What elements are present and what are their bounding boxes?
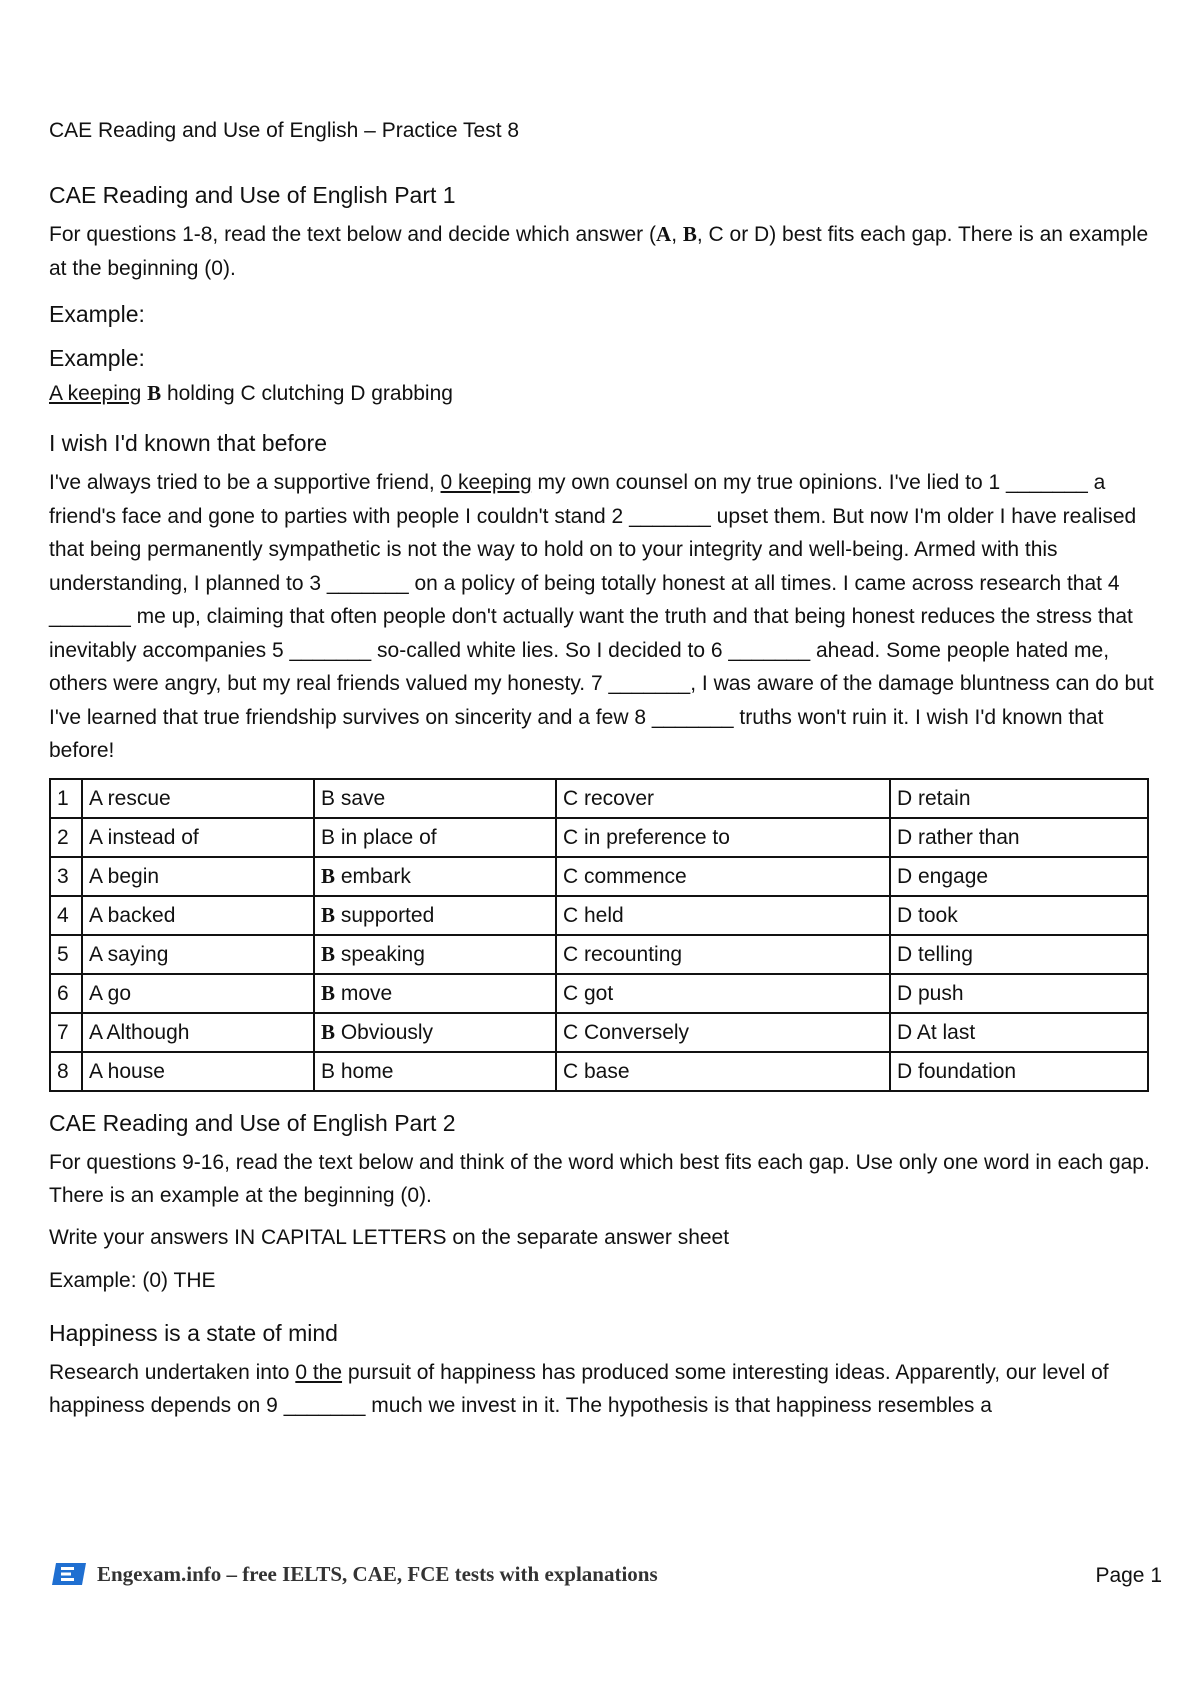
option-c: C in preference to — [556, 818, 890, 857]
option-number: 4 — [50, 896, 82, 935]
part2-heading: CAE Reading and Use of English Part 2 — [49, 1109, 456, 1136]
example-label: Example: — [49, 301, 145, 327]
options-row — [50, 1013, 1148, 1052]
example-label: Example: — [49, 345, 145, 371]
option-c: C commence — [556, 857, 890, 896]
option-d: D took — [890, 896, 1148, 935]
option-a: A rescue — [82, 779, 314, 818]
engexam-logo-icon — [52, 1563, 86, 1585]
option-b: B save — [314, 779, 556, 818]
options-row — [50, 1052, 1148, 1091]
option-a: A Although — [82, 1013, 314, 1052]
part1-heading: CAE Reading and Use of English Part 1 — [49, 182, 456, 208]
part2-answer-note: Write your answers IN CAPITAL LETTERS on the separate answer sheet — [49, 1225, 730, 1249]
option-b: B speaking — [314, 935, 556, 974]
part1-text: I've always tried to be a supportive friend, 0 keeping my own counsel on my true opinions. I've lied to 1 _______ a friend's face and gone to parties with people I couldn't stand 2 _______ upset them. But now I'm older I have realised that being permanently sympathetic is not the way to hold on to your integrity and well-being. Armed with this understanding, I planned to 3 _______ on a policy of being totally honest at all times. I came across research that 4 _______ me up, claiming that often people don't actually want the truth and that being honest reduces the stress that inevitably accompanies 5 _______ so-called white lies. So I decided to 6 _______ ahead. Some people hated me, others were angry, but my real friends valued my honesty. 7 _______, I was aware of the damage bluntness can do but I've learned that true friendship survives on sincerity and a few 8 _______ truths won't ruin it. I wish I'd known that before! — [49, 471, 1154, 762]
footer-brand-link[interactable]: Engexam.info – free IELTS, CAE, FCE tests with explanations — [97, 1562, 658, 1586]
option-a: A backed — [82, 896, 314, 935]
options-row — [50, 974, 1148, 1013]
option-b: B in place of — [314, 818, 556, 857]
page-number: Page 1 — [1095, 1564, 1162, 1587]
option-b: B home — [314, 1052, 556, 1091]
document-title: CAE Reading and Use of English – Practice Test 8 — [49, 119, 520, 142]
option-b: B move — [314, 974, 556, 1013]
option-d: D engage — [890, 857, 1148, 896]
option-number: 8 — [50, 1052, 82, 1091]
options-table — [49, 778, 1149, 1092]
options-row — [50, 896, 1148, 935]
part1-instructions: For questions 1-8, read the text below and decide which answer (A, B, C or D) best fits each gap. There is an example at the beginning (0). — [49, 222, 1149, 280]
option-d: D At last — [890, 1013, 1148, 1052]
option-d: D retain — [890, 779, 1148, 818]
option-number: 6 — [50, 974, 82, 1013]
part1-text-title: I wish I'd known that before — [49, 430, 327, 456]
option-number: 7 — [50, 1013, 82, 1052]
option-b: B supported — [314, 896, 556, 935]
option-number: 5 — [50, 935, 82, 974]
option-d: D foundation — [890, 1052, 1148, 1091]
options-row — [50, 935, 1148, 974]
option-a: A begin — [82, 857, 314, 896]
option-c: C base — [556, 1052, 890, 1091]
option-c: C Conversely — [556, 1013, 890, 1052]
options-row — [50, 818, 1148, 857]
option-number: 1 — [50, 779, 82, 818]
options-row — [50, 857, 1148, 896]
part2-instructions: For questions 9-16, read the text below and think of the word which best fits each gap. Use only one word in each gap. There is an example at the beginning (0). — [49, 1150, 1150, 1207]
option-d: D rather than — [890, 818, 1148, 857]
option-c: C got — [556, 974, 890, 1013]
option-d: D push — [890, 974, 1148, 1013]
option-number: 3 — [50, 857, 82, 896]
option-a: A saying — [82, 935, 314, 974]
options-row — [50, 779, 1148, 818]
option-c: C held — [556, 896, 890, 935]
option-b: B Obviously — [314, 1013, 556, 1052]
option-c: C recounting — [556, 935, 890, 974]
option-a: A house — [82, 1052, 314, 1091]
example-options: A keeping B holding C clutching D grabbing — [49, 381, 453, 405]
option-b: B embark — [314, 857, 556, 896]
option-d: D telling — [890, 935, 1148, 974]
page-footer — [52, 1557, 1162, 1593]
page-content — [49, 118, 1159, 1423]
option-c: C recover — [556, 779, 890, 818]
part2-text-title: Happiness is a state of mind — [49, 1319, 338, 1346]
option-a: A go — [82, 974, 314, 1013]
part2-text: Research undertaken into 0 the pursuit of happiness has produced some interesting ideas. Apparently, our level of happiness depends on 9 _______ much we invest in it. The hypothesis is that happiness resembles a — [49, 1360, 1109, 1417]
option-a: A instead of — [82, 818, 314, 857]
part2-example: Example: (0) THE — [49, 1269, 216, 1292]
option-number: 2 — [50, 818, 82, 857]
